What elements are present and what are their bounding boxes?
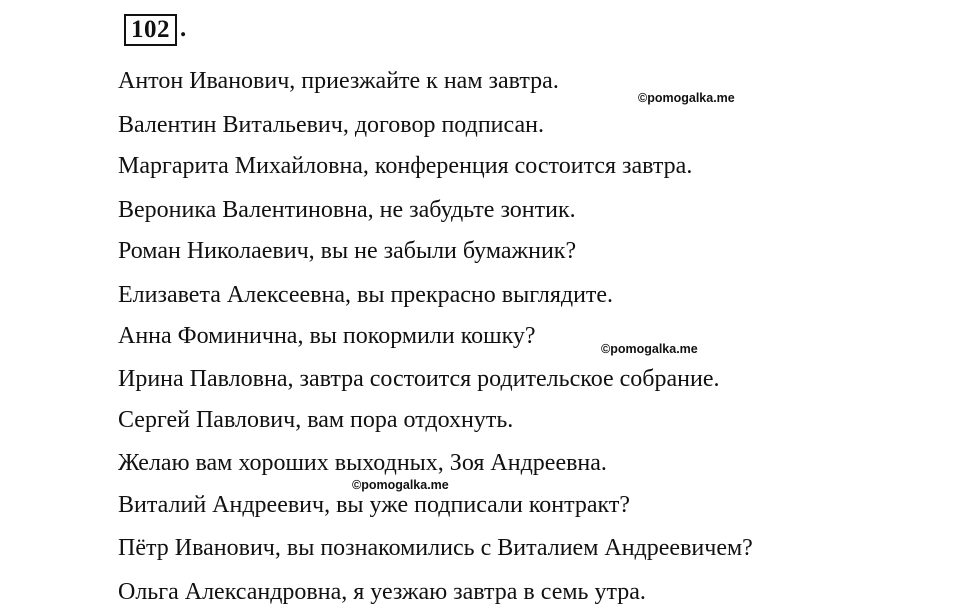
sentence-3: Маргарита Михайловна, конференция состоится завтра. <box>118 153 693 179</box>
sentence-9: Сергей Павлович, вам пора отдохнуть. <box>118 407 514 433</box>
watermark-2: ©pomogalka.me <box>601 342 698 356</box>
exercise-number-box: 102 <box>124 14 177 46</box>
sentence-5: Роман Николаевич, вы не забыли бумажник? <box>118 238 577 264</box>
sentence-4: Вероника Валентиновна, не забудьте зонтик. <box>118 197 576 223</box>
watermark-3: ©pomogalka.me <box>352 478 449 492</box>
sentence-8: Ирина Павловна, завтра состоится родительское собрание. <box>118 366 720 392</box>
sentence-12: Пётр Иванович, вы познакомились с Виталием Андреевичем? <box>118 535 753 561</box>
sentence-6: Елизавета Алексеевна, вы прекрасно выглядите. <box>118 282 614 308</box>
sentence-1: Антон Иванович, приезжайте к нам завтра. <box>118 68 559 94</box>
sentence-7: Анна Фоминична, вы покормили кошку? <box>118 323 536 349</box>
exercise-number-dot: . <box>180 15 187 42</box>
sentence-2: Валентин Витальевич, договор подписан. <box>118 112 544 138</box>
sentence-13: Ольга Александровна, я уезжаю завтра в семь утра. <box>118 579 646 605</box>
watermark-1: ©pomogalka.me <box>638 91 735 105</box>
sentence-10: Желаю вам хороших выходных, Зоя Андреевна. <box>118 450 607 476</box>
sentence-11: Виталий Андреевич, вы уже подписали контракт? <box>118 492 631 518</box>
